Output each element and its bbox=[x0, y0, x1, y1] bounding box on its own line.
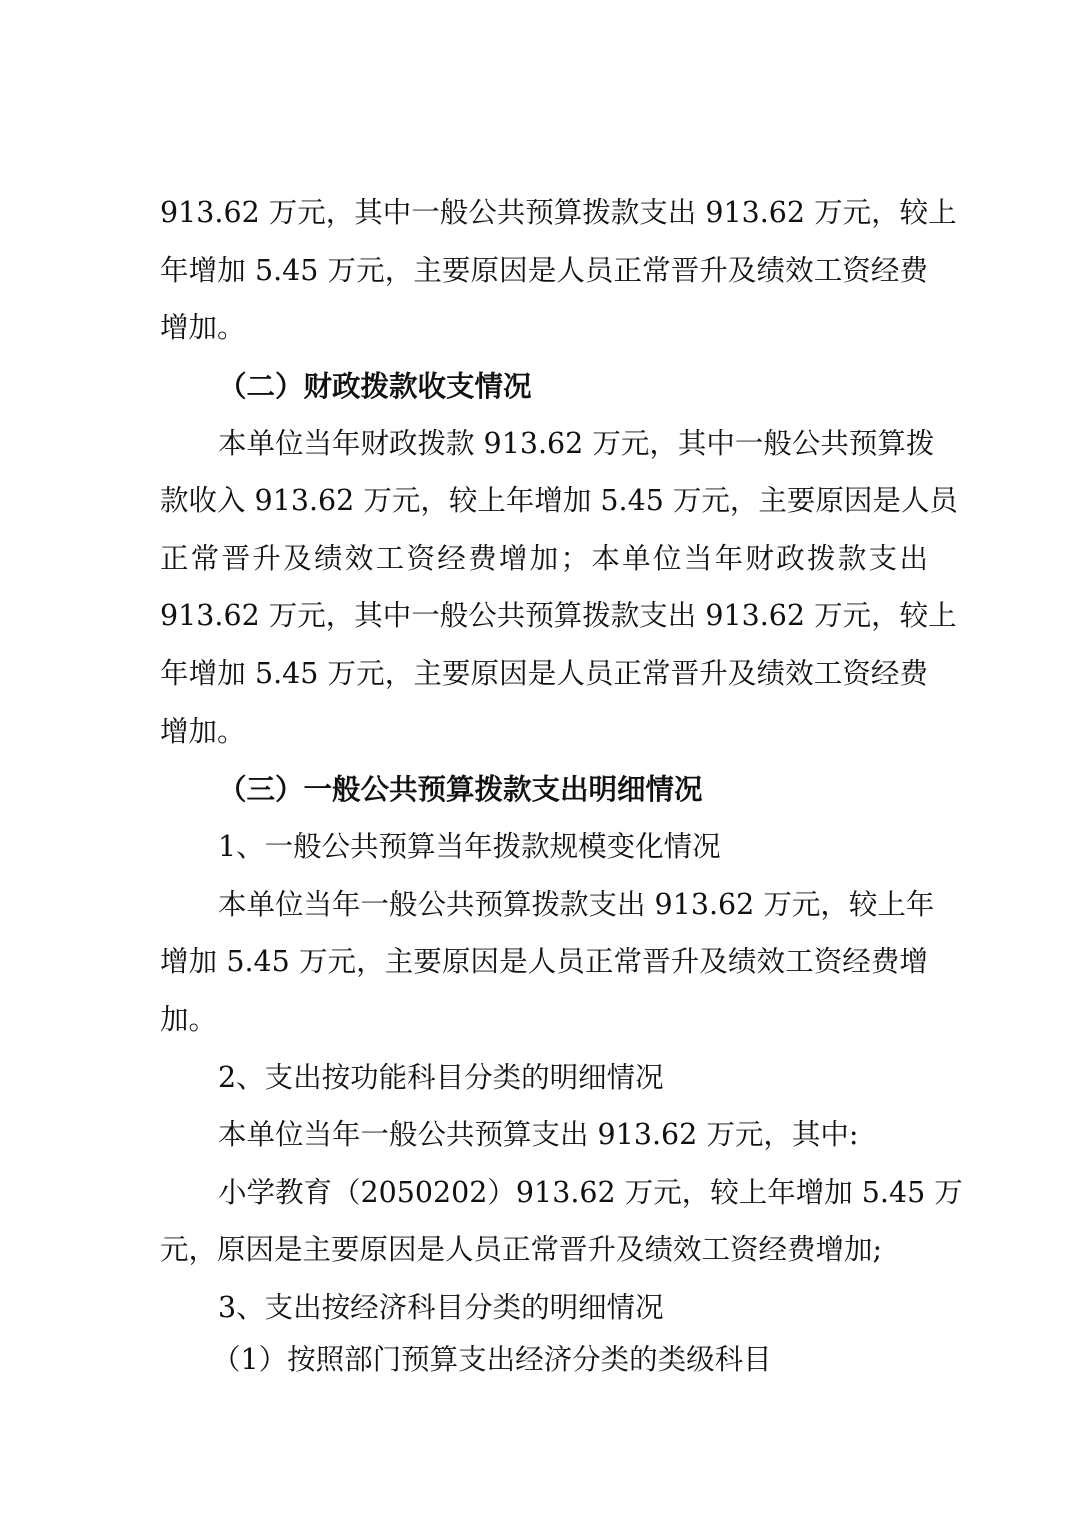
paragraph-line: 加。 bbox=[160, 1003, 218, 1036]
section-heading: （三）一般公共预算拨款支出明细情况 bbox=[218, 772, 703, 806]
paragraph-line: 913.62 万元，其中一般公共预算拨款支出 913.62 万元，较上 bbox=[160, 196, 957, 229]
paragraph-line: 本单位当年财政拨款 913.62 万元，其中一般公共预算拨 bbox=[218, 427, 935, 460]
subsection-heading: 3、支出按经济科目分类的明细情况 bbox=[218, 1291, 664, 1324]
subsection-heading: 2、支出按功能科目分类的明细情况 bbox=[218, 1061, 664, 1094]
subsection-heading: （1）按照部门预算支出经济分类的类级科目 bbox=[212, 1343, 772, 1376]
paragraph-line: 增加。 bbox=[160, 311, 246, 344]
paragraph-line: 增加 5.45 万元，主要原因是人员正常晋升及绩效工资经费增 bbox=[160, 945, 928, 978]
paragraph-line: 增加。 bbox=[160, 715, 246, 748]
subsection-heading: 1、一般公共预算当年拨款规模变化情况 bbox=[218, 830, 721, 863]
paragraph-line: 913.62 万元，其中一般公共预算拨款支出 913.62 万元，较上 bbox=[160, 599, 957, 632]
paragraph-line: 年增加 5.45 万元，主要原因是人员正常晋升及绩效工资经费 bbox=[160, 254, 928, 287]
paragraph-line: 本单位当年一般公共预算拨款支出 913.62 万元，较上年 bbox=[218, 888, 935, 921]
section-heading: （二）财政拨款收支情况 bbox=[218, 369, 532, 403]
paragraph-line: 年增加 5.45 万元，主要原因是人员正常晋升及绩效工资经费 bbox=[160, 657, 928, 690]
paragraph-line: 元，原因是主要原因是人员正常晋升及绩效工资经费增加; bbox=[160, 1233, 883, 1266]
paragraph-line: 本单位当年一般公共预算支出 913.62 万元，其中: bbox=[218, 1118, 859, 1151]
paragraph-line: 小学教育（2050202）913.62 万元，较上年增加 5.45 万 bbox=[218, 1176, 963, 1209]
paragraph-line: 正常晋升及绩效工资经费增加；本单位当年财政拨款支出 bbox=[160, 542, 928, 575]
paragraph-line: 款收入 913.62 万元，较上年增加 5.45 万元，主要原因是人员 bbox=[160, 484, 958, 517]
